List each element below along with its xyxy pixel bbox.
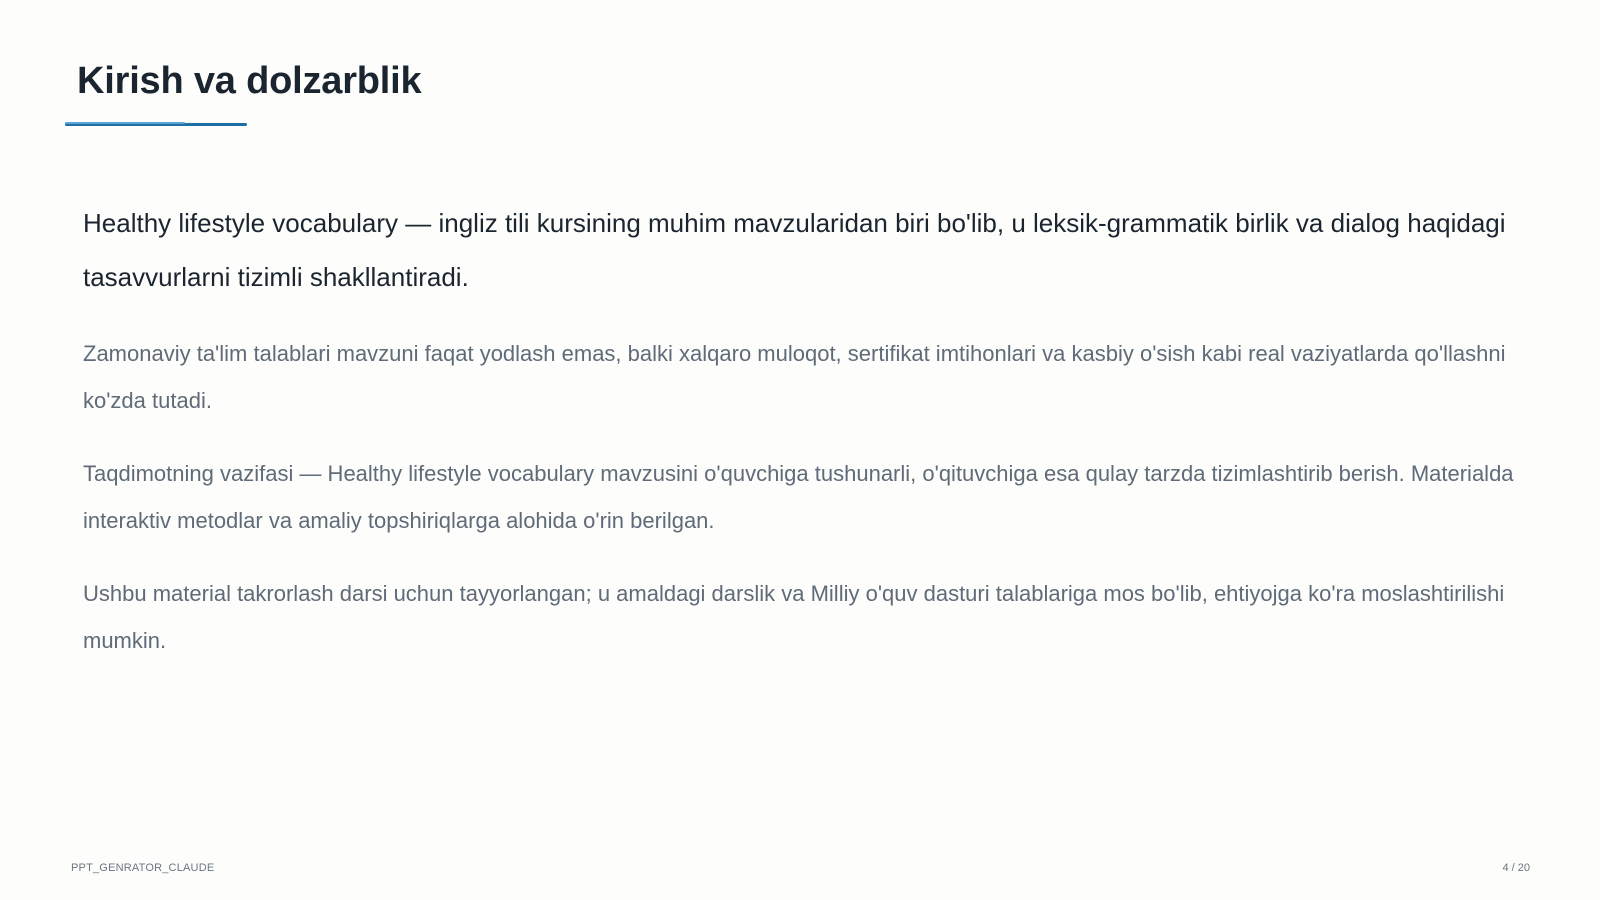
body-paragraph-3: Ushbu material takrorlash darsi uchun tayyorlangan; u amaldagi darslik va Milliy o'quv dasturi talablariga mos bo'lib, ehtiyojga ko'ra moslashtirilishi mumkin. (83, 581, 1505, 653)
footer-page-number: 4 / 20 (1502, 862, 1530, 874)
slide-title: Kirish va dolzarblik (77, 60, 422, 102)
body-paragraph-1: Zamonaviy ta'lim talablari mavzuni faqat yodlash emas, balki xalqaro muloqot, sertifikat imtihonlari va kasbiy o'sish kabi real vaziyatlarda qo'llashni ko'zda tutadi. (83, 341, 1506, 413)
title-underline (65, 122, 247, 127)
title-underline-highlight (65, 122, 185, 124)
footer-source-label: PPT_GENRATOR_CLAUDE (71, 862, 215, 874)
body-paragraph-2: Taqdimotning vazifasi — Healthy lifestyle vocabulary mavzusini o'quvchiga tushunarli, o'qituvchiga esa qulay tarzda tizimlashtirib berish. Materialda interaktiv metodlar va amaliy topshiriqlarga alohida o'rin berilgan. (83, 461, 1514, 533)
slide-content (83, 196, 1523, 690)
lead-paragraph: Healthy lifestyle vocabulary — ingliz tili kursining muhim mavzularidan biri bo'lib, u leksik-grammatik birlik va dialog haqidagi tasavvurlarni tizimli shakllantiradi. (83, 208, 1506, 292)
